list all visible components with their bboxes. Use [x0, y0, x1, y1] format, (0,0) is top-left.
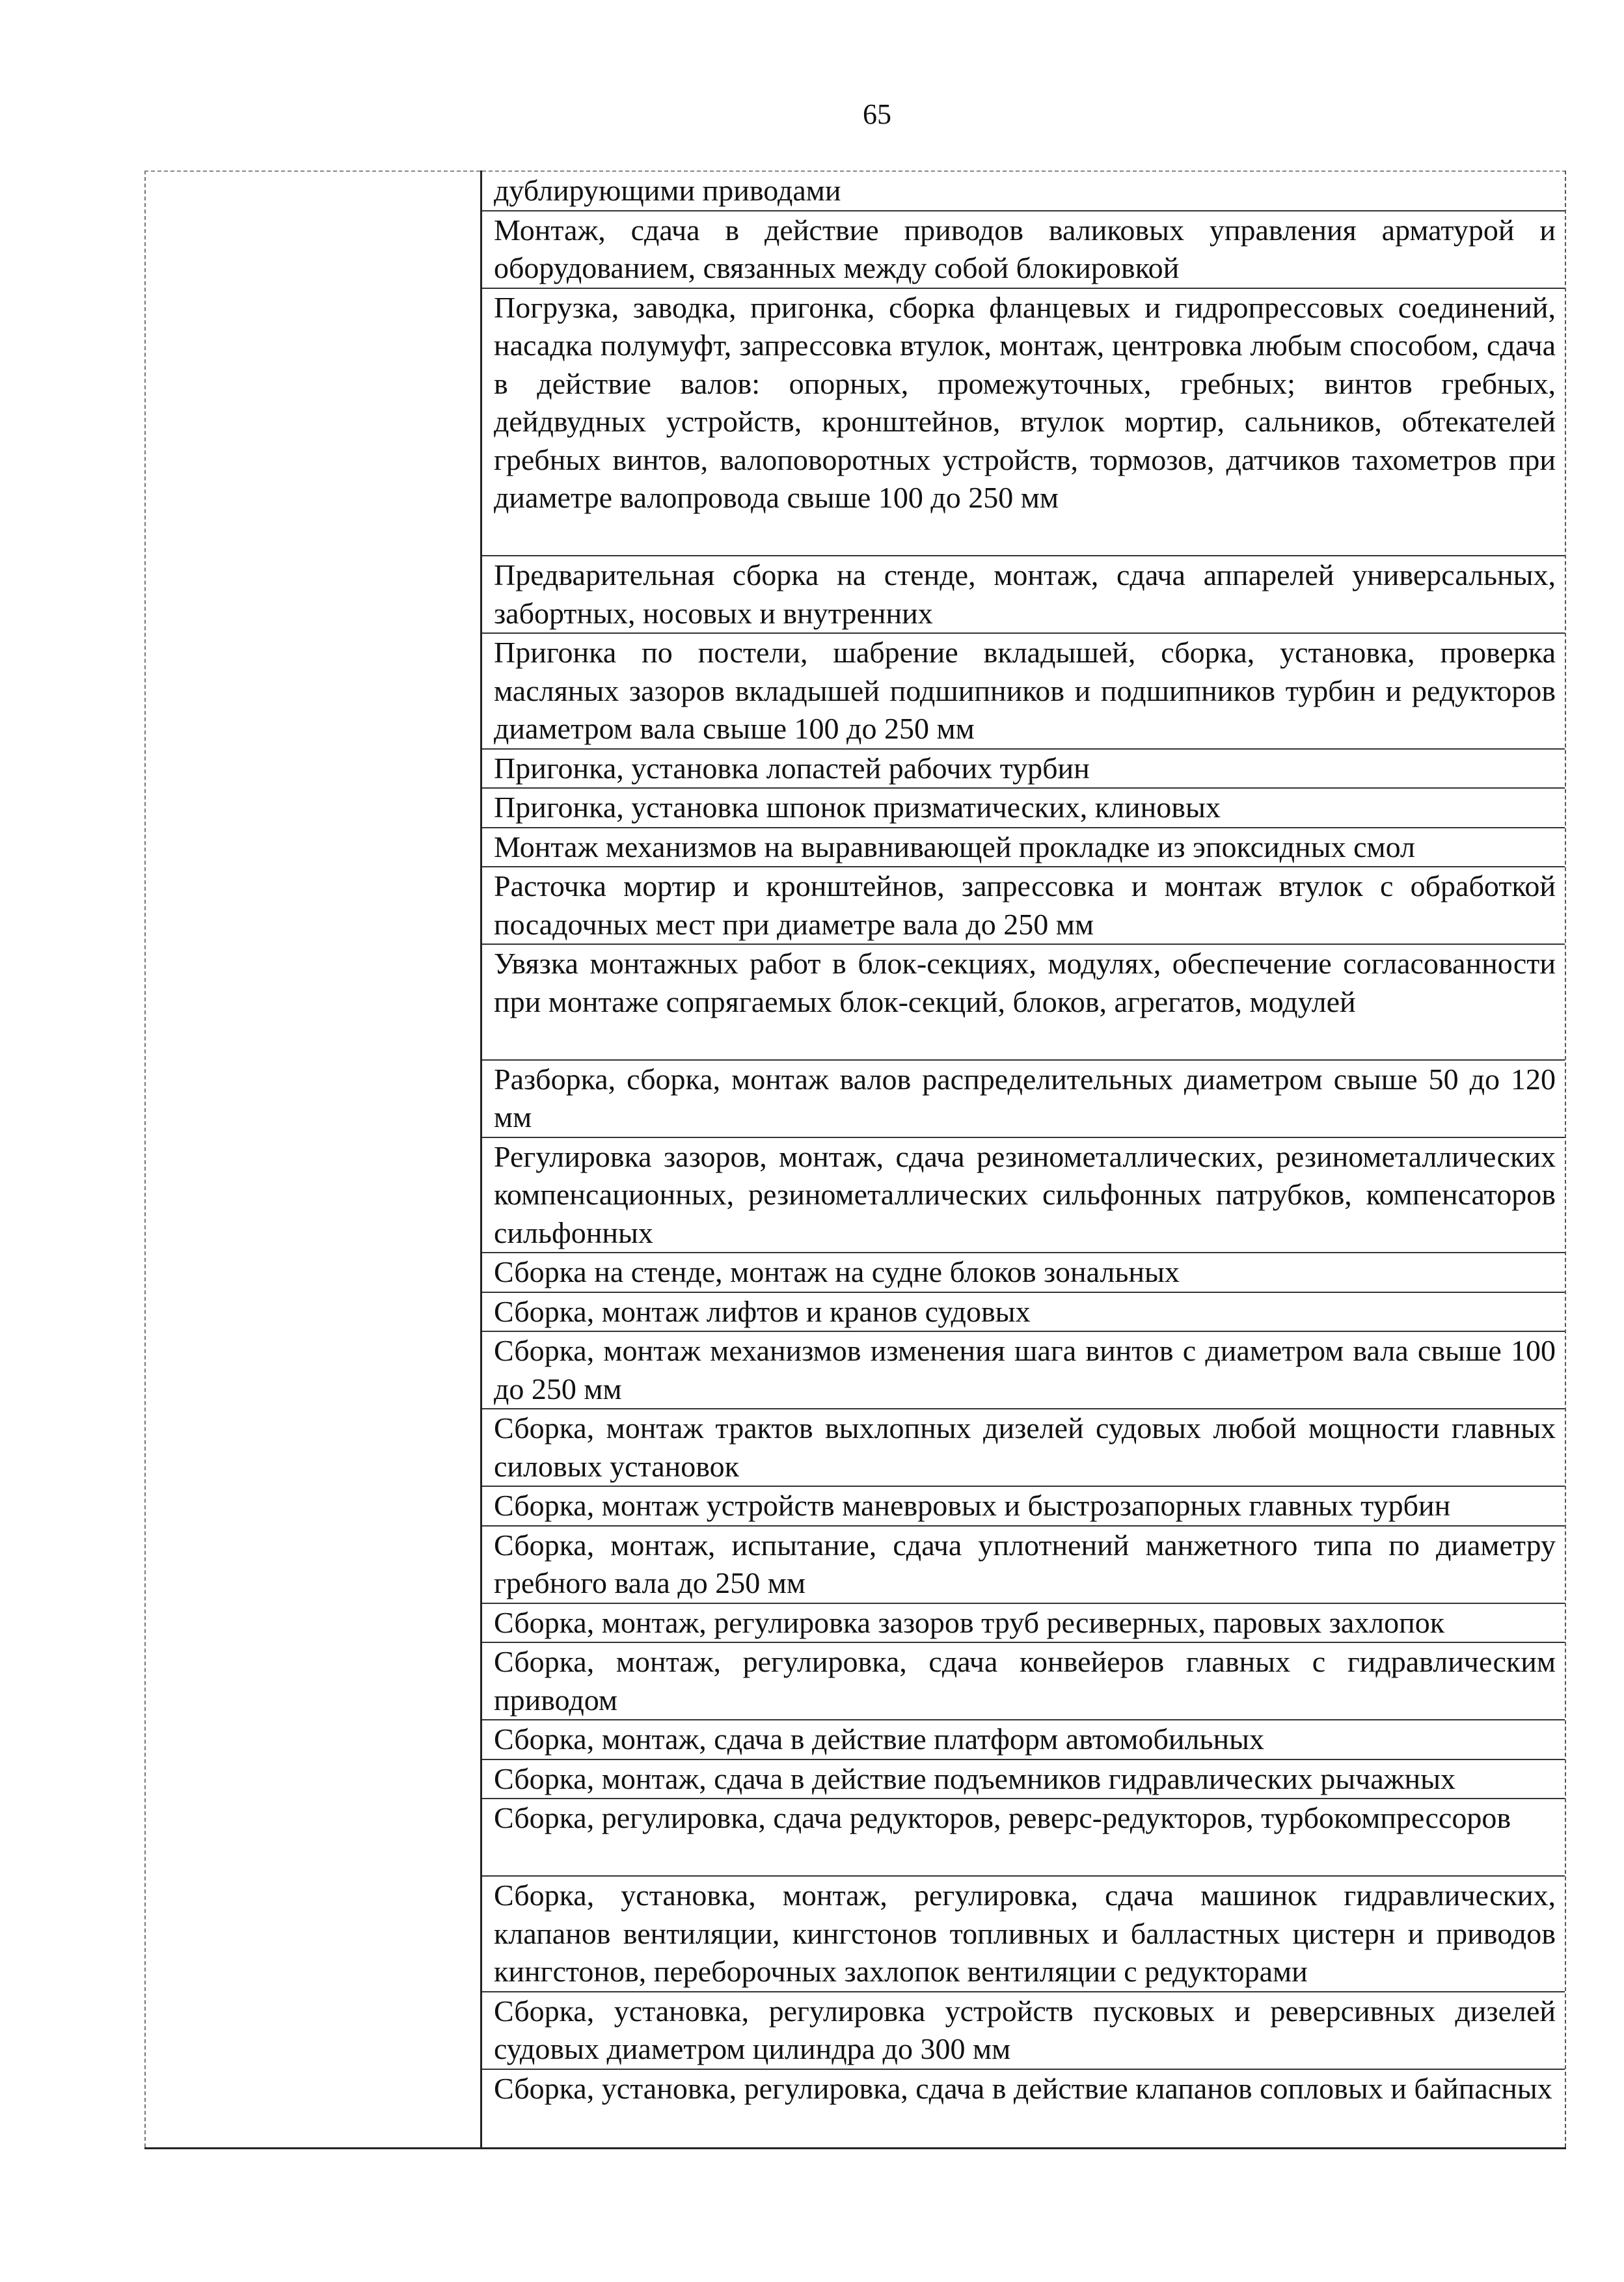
page-number: 65 — [863, 98, 891, 130]
work-list-row: Разборка, сборка, монтаж валов распределительных диаметром свыше 50 до 120 мм — [482, 1061, 1565, 1138]
work-list-row: Сборка, монтаж, сдача в действие платформ автомобильных — [482, 1720, 1565, 1760]
table-cell-left-empty — [145, 171, 481, 2148]
table-row-main — [145, 171, 1565, 2148]
work-list-row: Сборка, монтаж, регулировка зазоров труб ресиверных, паровых захлопок — [482, 1604, 1565, 1644]
work-list-row: Пригонка, установка шпонок призматических, клиновых — [482, 789, 1565, 828]
work-list-row: Предварительная сборка на стенде, монтаж, сдача аппарелей универсальных, забортных, носовых и внутренних — [482, 556, 1565, 634]
work-list-row: дублирующими приводами — [482, 172, 1565, 211]
work-list-row: Погрузка, заводка, пригонка, сборка фланцевых и гидропрессовых соединений, насадка полумуфт, запрессовка втулок, монтаж, центровка любым способом, сдача в действие валов: опорных, промежуточных, гребных; винтов гребных, дейдвудных устройств, кронштейнов, втулок мортир, сальников, обтекателей гребных винтов, валоповоротных устройств, тормозов, датчиков тахометров при диаметре валопровода свыше 100 до 250 мм — [482, 289, 1565, 557]
work-list-row: Сборка, установка, монтаж, регулировка, сдача машинок гидравлических, клапанов вентиляции, кингстонов топливных и балластных цистерн и приводов кингстонов, переборочных захлопок вентиляции с редукторами — [482, 1877, 1565, 1992]
work-list-row: Монтаж механизмов на выравнивающей прокладке из эпоксидных смол — [482, 828, 1565, 868]
work-list-row: Сборка, установка, регулировка, сдача в действие клапанов сопловых и байпасных — [494, 2071, 1552, 2105]
table-cell-work-list — [481, 171, 1566, 2148]
work-list-row: Расточка мортир и кронштейнов, запрессовка и монтаж втулок с обработкой посадочных мест при диаметре вала до 250 мм — [482, 867, 1565, 945]
work-table — [144, 170, 1566, 2149]
work-list-row: Монтаж, сдача в действие приводов валиковых управления арматурой и оборудованием, связанных между собой блокировкой — [482, 211, 1565, 289]
work-list-row: Сборка, монтаж устройств маневровых и быстрозапорных главных турбин — [482, 1487, 1565, 1527]
work-list-row: Сборка, монтаж механизмов изменения шага винтов с диаметром вала свыше 100 до 250 мм — [482, 1332, 1565, 1409]
work-list-row: Увязка монтажных работ в блок-секциях, модулях, обеспечение согласованности при монтаже сопрягаемых блок-секций, блоков, агрегатов, модулей — [482, 945, 1565, 1061]
work-list-row: Сборка, монтаж, регулировка, сдача конвейеров главных с гидравлическим приводом — [482, 1643, 1565, 1720]
work-list-row: Сборка на стенде, монтаж на судне блоков зональных — [482, 1253, 1565, 1293]
work-list — [482, 172, 1565, 2147]
work-list-row: Пригонка, установка лопастей рабочих турбин — [482, 750, 1565, 789]
work-list-row: Сборка, монтаж лифтов и кранов судовых — [482, 1293, 1565, 1333]
work-list-row: Сборка, монтаж, испытание, сдача уплотнений манжетного типа по диаметру гребного вала до 250 мм — [482, 1527, 1565, 1604]
work-list-row: Сборка, монтаж трактов выхлопных дизелей судовых любой мощности главных силовых установок — [482, 1409, 1565, 1487]
work-list-row: Пригонка по постели, шабрение вкладышей, сборка, установка, проверка масляных зазоров вкладышей подшипников и подшипников турбин и редукторов диаметром вала свыше 100 до 250 мм — [482, 634, 1565, 750]
work-list-row: Сборка, регулировка, сдача редукторов, реверс-редукторов, турбокомпрессоров — [482, 1799, 1565, 1877]
work-list-row: Сборка, монтаж, сдача в действие подъемников гидравлических рычажных — [482, 1760, 1565, 1800]
work-list-row: Регулировка зазоров, монтаж, сдача резинометаллических, резинометаллических компенсационных, резинометаллических сильфонных патрубков, компенсаторов сильфонных — [482, 1138, 1565, 1254]
work-list-row: Сборка, установка, регулировка устройств пусковых и реверсивных дизелей судовых диаметром цилиндра до 300 мм — [482, 1992, 1565, 2070]
